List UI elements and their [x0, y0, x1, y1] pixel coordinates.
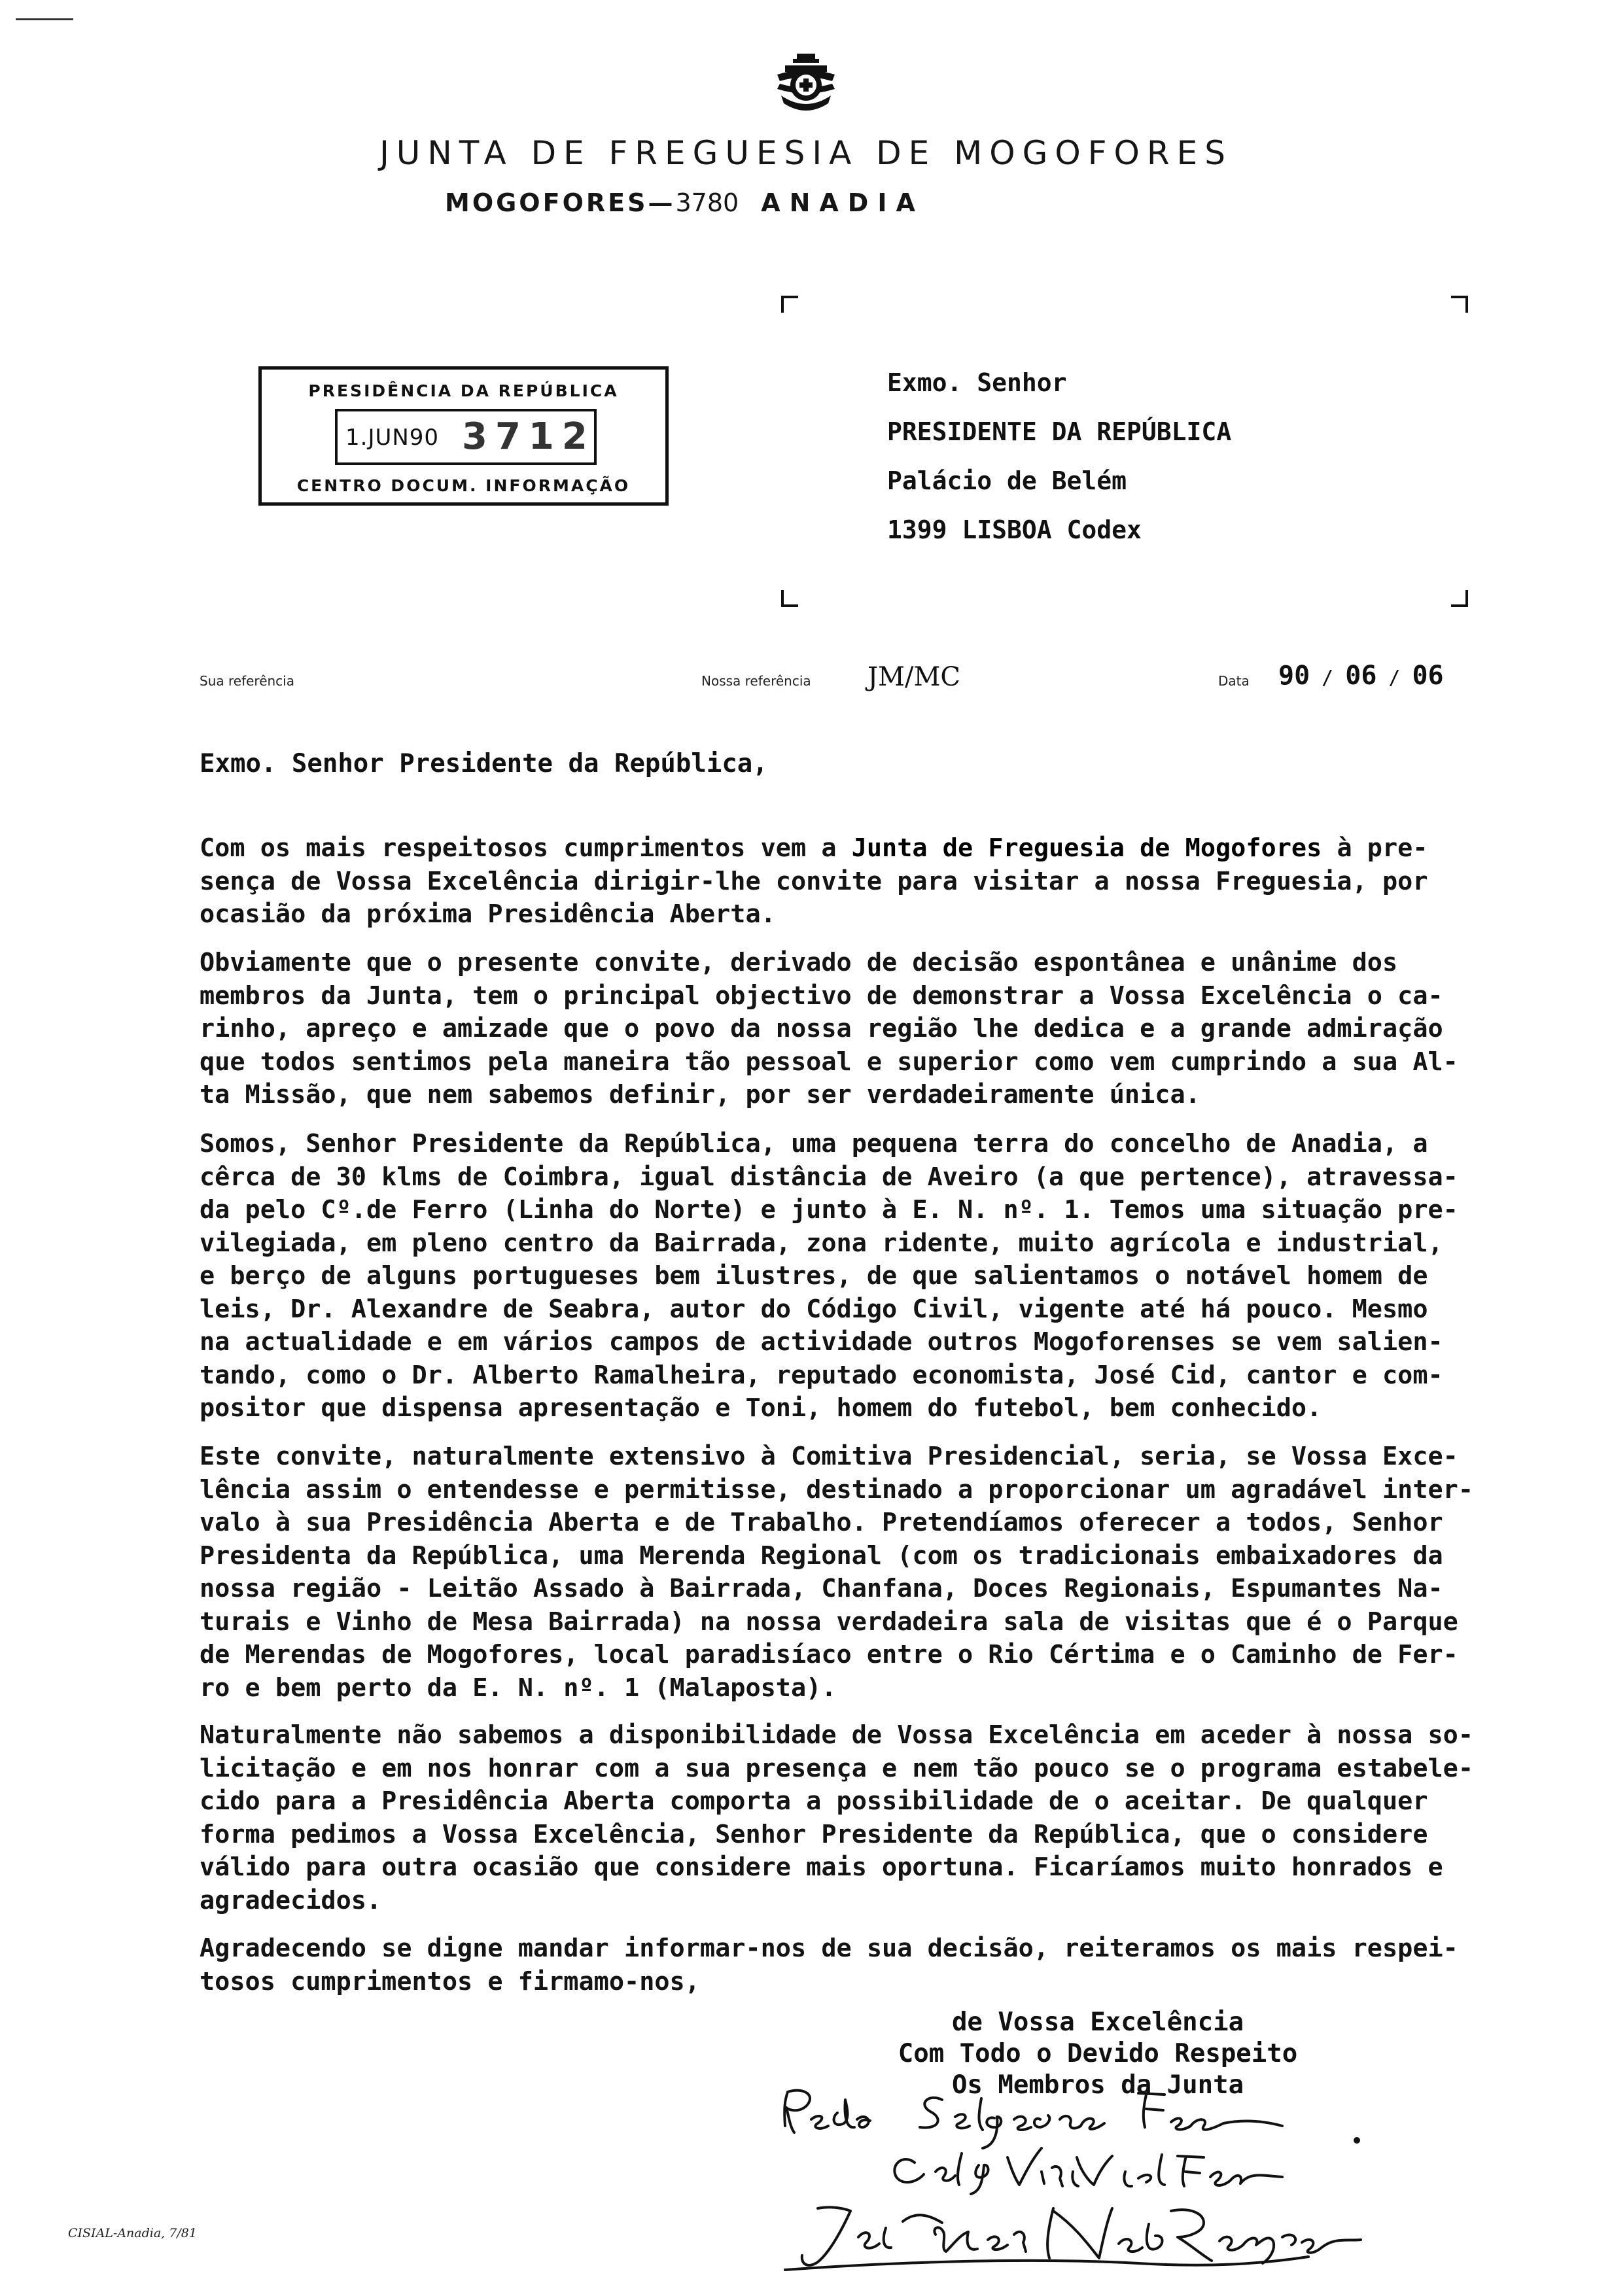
letter-line: que todos sentimos pela maneira tão pessoal e superior como vem cumprindo a sua Al- — [200, 1047, 1458, 1077]
stamp-number: 3712 — [462, 415, 595, 458]
letterhead-postcode: 3780 — [675, 188, 739, 217]
stamp-date: 1.JUN90 — [345, 425, 440, 451]
letter-line: lência assim o entendesse e permitisse, destinado a proporcionar um agradável inter- — [200, 1474, 1474, 1505]
letter-salutation: Exmo. Senhor Presidente da República, — [200, 749, 768, 778]
addressee-block — [887, 358, 1231, 555]
letter-paragraph-2 — [200, 947, 1560, 1112]
letter-line: da pelo Cº.de Ferro (Linha do Norte) e junto à E. N. nº. 1. Temos uma situação pre- — [200, 1195, 1458, 1225]
letter-line: agradecidos. — [200, 1885, 382, 1915]
letter-line: de Merendas de Mogofores, local paradisíaco entre o Rio Cértima e o Caminho de Fer- — [200, 1640, 1458, 1669]
letter-line: cêrca de 30 klms de Coimbra, igual distância de Aveiro (a que pertence), atravessa- — [200, 1162, 1458, 1192]
addressee-line: Exmo. Senhor — [887, 368, 1067, 397]
scan-mark — [16, 18, 73, 20]
letter-line: vilegiada, em pleno centro da Bairrada, zona ridente, muito agrícola e industrial, — [200, 1228, 1443, 1258]
letter-line: licitação e em nos honrar com a sua presença e nem tão pouco se o programa estabele- — [200, 1753, 1474, 1783]
closing-line: de Vossa Excelência — [951, 2008, 1244, 2037]
sua-referencia-label: Sua referência — [200, 673, 294, 689]
nossa-referencia-label: Nossa referência — [701, 673, 811, 689]
printer-imprint: CISIAL-Anadia, 7/81 — [68, 2226, 197, 2240]
letterhead-organization: JUNTA DE FREGUESIA DE MOGOFORES — [379, 134, 1233, 172]
letter-line: valo à sua Presidência Aberta e de Trabalho. Pretendíamos oferecer a todos, Senhor — [200, 1508, 1443, 1537]
letter-line — [200, 832, 1560, 865]
signature-2 — [894, 2148, 1282, 2194]
data-separator: / — [1388, 667, 1401, 689]
letter-line: ocasião da próxima Presidência Aberta. — [200, 899, 776, 929]
p1-line1-emphasis: Junta de Freguesia de Mogofores — [851, 833, 1322, 863]
letter-line: Somos, Senhor Presidente da República, uma pequena terra do concelho de Anadia, a — [200, 1129, 1428, 1158]
letter-line: positor que dispensa apresentação e Toni, homem do futebol, bem conhecido. — [200, 1393, 1322, 1423]
letter-paragraph-4 — [200, 1440, 1560, 1705]
letter-line: Obviamente que o presente convite, derivado de decisão espontânea e unânime dos — [200, 948, 1398, 977]
letter-line: membros da Junta, tem o principal objectivo de demonstrar a Vossa Excelência o ca- — [200, 981, 1443, 1011]
handwritten-signatures — [746, 2080, 1439, 2296]
letter-paragraph-1 — [200, 832, 1560, 931]
letter-line: Agradecendo se digne mandar informar-nos de sua decisão, reiteramos os mais respei- — [200, 1934, 1458, 1963]
data-month: 06 — [1345, 661, 1377, 691]
address-window-corner-tr — [1451, 296, 1468, 313]
address-window-corner-tl — [781, 296, 798, 313]
letter-line: tando, como o Dr. Alberto Ramalheira, reputado economista, José Cid, cantor e com- — [200, 1360, 1443, 1390]
reception-stamp — [258, 366, 669, 506]
address-window-corner-br — [1451, 590, 1468, 607]
letter-line: ta Missão, que nem sabemos definir, por ser verdadeiramente única. — [200, 1080, 1200, 1109]
data-year: 90 — [1278, 661, 1310, 691]
addressee-line: Palácio de Belém — [887, 466, 1127, 495]
letter-line: tosos cumprimentos e firmamo-nos, — [200, 1966, 700, 1996]
addressee-line: PRESIDENTE DA REPÚBLICA — [887, 417, 1232, 446]
signature-3 — [785, 2207, 1361, 2270]
letter-line: nossa região - Leitão Assado à Bairrada, Chanfana, Doces Regionais, Espumantes Na- — [200, 1574, 1443, 1603]
letter-line: ro e bem perto da E. N. nº. 1 (Malaposta). — [200, 1673, 837, 1703]
letter-line: Este convite, naturalmente extensivo à Comitiva Presidencial, seria, se Vossa Exce- — [200, 1442, 1458, 1471]
letter-line: e berço de alguns portugueses bem ilustres, de que salientamos o notável homem de — [200, 1261, 1428, 1291]
letter-line: turais e Vinho de Mesa Bairrada) na nossa verdadeira sala de visitas que é o Parque — [200, 1607, 1458, 1637]
letter-paragraph-5 — [200, 1719, 1560, 1917]
letter-line: leis, Dr. Alexandre de Seabra, autor do Código Civil, vigente até há pouco. Mesmo — [200, 1294, 1428, 1324]
letter-line: forma pedimos a Vossa Excelência, Senhor Presidente da República, que o considere — [200, 1819, 1428, 1849]
letter-line: rinho, apreço e amizade que o povo da nossa região lhe dedica e a grande admiração — [200, 1014, 1443, 1043]
letterhead-address — [445, 188, 924, 217]
stamp-inner-box — [335, 409, 597, 465]
stamp-bottom-text: CENTRO DOCUM. INFORMAÇÃO — [296, 476, 631, 495]
closing-line: Com Todo o Devido Respeito — [898, 2039, 1298, 2068]
letter-line: Presidenta da República, uma Merenda Regional (com os tradicionais embaixadores da — [200, 1540, 1443, 1571]
stamp-top-text: PRESIDÊNCIA DA REPÚBLICA — [308, 381, 619, 400]
closing-line: Os Membros da Junta — [951, 2070, 1244, 2100]
data-separator: / — [1322, 667, 1334, 689]
letter-line: cido para a Presidência Aberta comporta a possibilidade de o aceitar. De qualquer — [200, 1786, 1428, 1816]
letter-line: sença de Vossa Excelência dirigir-lhe convite para visitar a nossa Freguesia, por — [200, 866, 1428, 896]
p1-line1-start: Com os mais respeitosos cumprimentos vem a — [200, 833, 852, 863]
p1-line1-end: à pre- — [1322, 833, 1428, 863]
data-value — [1278, 661, 1444, 691]
letter-paragraph-6 — [200, 1932, 1560, 1998]
letterhead-dash: — — [648, 188, 676, 217]
signature-1 — [784, 2091, 1282, 2148]
data-day: 06 — [1412, 661, 1444, 691]
closing-dot — [1355, 2138, 1359, 2142]
letterhead-town: ANADIA — [761, 188, 924, 217]
nossa-referencia-value: JM/MC — [867, 662, 961, 692]
coat-of-arms-icon — [773, 52, 839, 118]
letter-line: Naturalmente não sabemos a disponibilidade de Vossa Excelência em aceder à nossa so- — [200, 1720, 1474, 1750]
data-label: Data — [1218, 673, 1250, 689]
letterhead-place: MOGOFORES — [445, 188, 648, 217]
letter-line: válido para outra ocasião que considere mais oportuna. Ficaríamos muito honrados e — [200, 1852, 1443, 1882]
addressee-line: 1399 LISBOA Codex — [887, 515, 1142, 544]
letter-line: na actualidade e em vários campos de actividade outros Mogoforenses se vem salien- — [200, 1327, 1443, 1357]
letter-paragraph-3 — [200, 1128, 1560, 1425]
address-window-corner-bl — [781, 590, 798, 607]
